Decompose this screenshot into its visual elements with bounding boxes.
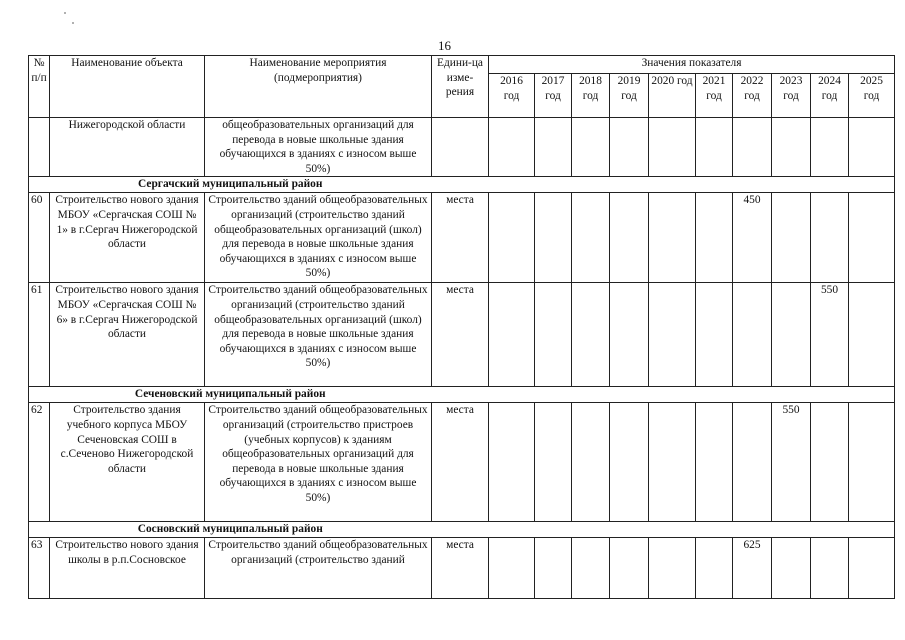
scan-speck — [72, 22, 74, 24]
header-year: 2023 год — [772, 74, 811, 118]
scan-speck — [64, 12, 66, 14]
table-row — [29, 193, 895, 283]
table-body — [29, 56, 895, 599]
cell-event: Строительство зданий общеобразовательных организаций (строительство зданий общеобразовательных организаций (школ) для перевода в новые школьные здания обучающихся в зданиях с износом выше 50%) — [205, 283, 432, 387]
section-row — [29, 177, 895, 193]
cell-value — [610, 283, 649, 387]
header-year: 2020 год — [649, 74, 696, 118]
cell-value — [489, 283, 535, 387]
section-row — [29, 387, 895, 403]
section-blank — [432, 177, 895, 193]
cell-value — [535, 283, 572, 387]
cell-value — [535, 403, 572, 522]
cell-object: Строительство нового здания МБОУ «Сергачская СОШ № 6» в г.Сергач Нижегородской области — [50, 283, 205, 387]
cell-value — [772, 193, 811, 283]
cell-num — [29, 118, 50, 177]
cell-event: Строительство зданий общеобразовательных организаций (строительство пристроев (учебных корпусов) к зданиям общеобразовательных организаций для перевода в новые школьные здания обучающихся в зданиях с износом выше 50%) — [205, 403, 432, 522]
header-year: 2019 год — [610, 74, 649, 118]
cell-event: Строительство зданий общеобразовательных организаций (строительство зданий общеобразовательных организаций (школ) для перевода в новые школьные здания обучающихся в зданиях с износом выше 50%) — [205, 193, 432, 283]
table-row — [29, 538, 895, 599]
cell-value — [610, 118, 649, 177]
header-year: 2021 год — [696, 74, 733, 118]
header-num: № п/п — [29, 56, 50, 118]
cell-value — [733, 118, 772, 177]
cell-event: общеобразовательных организаций для перевода в новые школьные здания обучающихся в зданиях с износом выше 50%) — [205, 118, 432, 177]
section-title: Сергачский муниципальный район — [29, 177, 432, 193]
cell-value — [733, 403, 772, 522]
table-row — [29, 283, 895, 387]
cell-value — [696, 193, 733, 283]
header-year: 2025 год — [849, 74, 895, 118]
table-row — [29, 403, 895, 522]
cell-value — [849, 118, 895, 177]
cell-value — [811, 118, 849, 177]
table-row-continuation — [29, 118, 895, 177]
cell-value — [489, 193, 535, 283]
cell-value — [572, 403, 610, 522]
cell-value — [696, 403, 733, 522]
cell-object: Строительство нового здания школы в р.п.Сосновское — [50, 538, 205, 599]
section-title: Сосновский муниципальный район — [29, 522, 432, 538]
cell-value — [772, 538, 811, 599]
cell-value — [610, 538, 649, 599]
cell-object: Строительство нового здания МБОУ «Сергачская СОШ № 1» в г.Сергач Нижегородской области — [50, 193, 205, 283]
cell-value — [696, 118, 733, 177]
section-title: Сеченовский муниципальный район — [29, 387, 432, 403]
cell-value — [610, 193, 649, 283]
cell-value — [849, 193, 895, 283]
cell-value — [811, 193, 849, 283]
cell-value — [535, 193, 572, 283]
cell-value — [696, 283, 733, 387]
cell-object: Нижегородской области — [50, 118, 205, 177]
cell-value — [649, 538, 696, 599]
header-year: 2024 год — [811, 74, 849, 118]
cell-value: 625 — [733, 538, 772, 599]
header-row — [29, 56, 895, 74]
cell-value — [572, 283, 610, 387]
cell-value — [649, 403, 696, 522]
cell-value — [733, 283, 772, 387]
section-blank — [432, 522, 895, 538]
cell-num: 60 — [29, 193, 50, 283]
cell-value — [849, 283, 895, 387]
cell-num: 62 — [29, 403, 50, 522]
cell-value — [489, 118, 535, 177]
section-blank — [432, 387, 895, 403]
cell-value — [489, 538, 535, 599]
header-object: Наименование объекта — [50, 56, 205, 118]
cell-value: 550 — [811, 283, 849, 387]
cell-value — [649, 118, 696, 177]
header-year: 2017 год — [535, 74, 572, 118]
cell-value — [811, 538, 849, 599]
cell-value — [610, 403, 649, 522]
cell-value — [489, 403, 535, 522]
section-row — [29, 522, 895, 538]
cell-value — [849, 538, 895, 599]
header-unit: Едини-ца изме-рения — [432, 56, 489, 118]
header-year: 2016 год — [489, 74, 535, 118]
cell-value — [772, 118, 811, 177]
cell-value — [696, 538, 733, 599]
cell-value — [649, 283, 696, 387]
cell-value — [772, 283, 811, 387]
cell-value: 450 — [733, 193, 772, 283]
cell-value — [535, 538, 572, 599]
cell-value — [811, 403, 849, 522]
cell-num: 63 — [29, 538, 50, 599]
header-year: 2018 год — [572, 74, 610, 118]
cell-value — [849, 403, 895, 522]
cell-unit: места — [432, 403, 489, 522]
cell-unit — [432, 118, 489, 177]
header-year: 2022 год — [733, 74, 772, 118]
cell-num: 61 — [29, 283, 50, 387]
cell-unit: места — [432, 538, 489, 599]
header-event: Наименование мероприятия (подмероприятия) — [205, 56, 432, 118]
cell-value: 550 — [772, 403, 811, 522]
cell-value — [649, 193, 696, 283]
indicators-table — [28, 55, 895, 599]
cell-object: Строительство здания учебного корпуса МБОУ Сеченовская СОШ в с.Сеченово Нижегородской области — [50, 403, 205, 522]
cell-value — [572, 193, 610, 283]
cell-value — [572, 538, 610, 599]
cell-event: Строительство зданий общеобразовательных организаций (строительство зданий — [205, 538, 432, 599]
cell-unit: места — [432, 193, 489, 283]
header-values: Значения показателя — [489, 56, 895, 74]
page-number: 16 — [438, 38, 451, 53]
cell-unit: места — [432, 283, 489, 387]
cell-value — [535, 118, 572, 177]
cell-value — [572, 118, 610, 177]
